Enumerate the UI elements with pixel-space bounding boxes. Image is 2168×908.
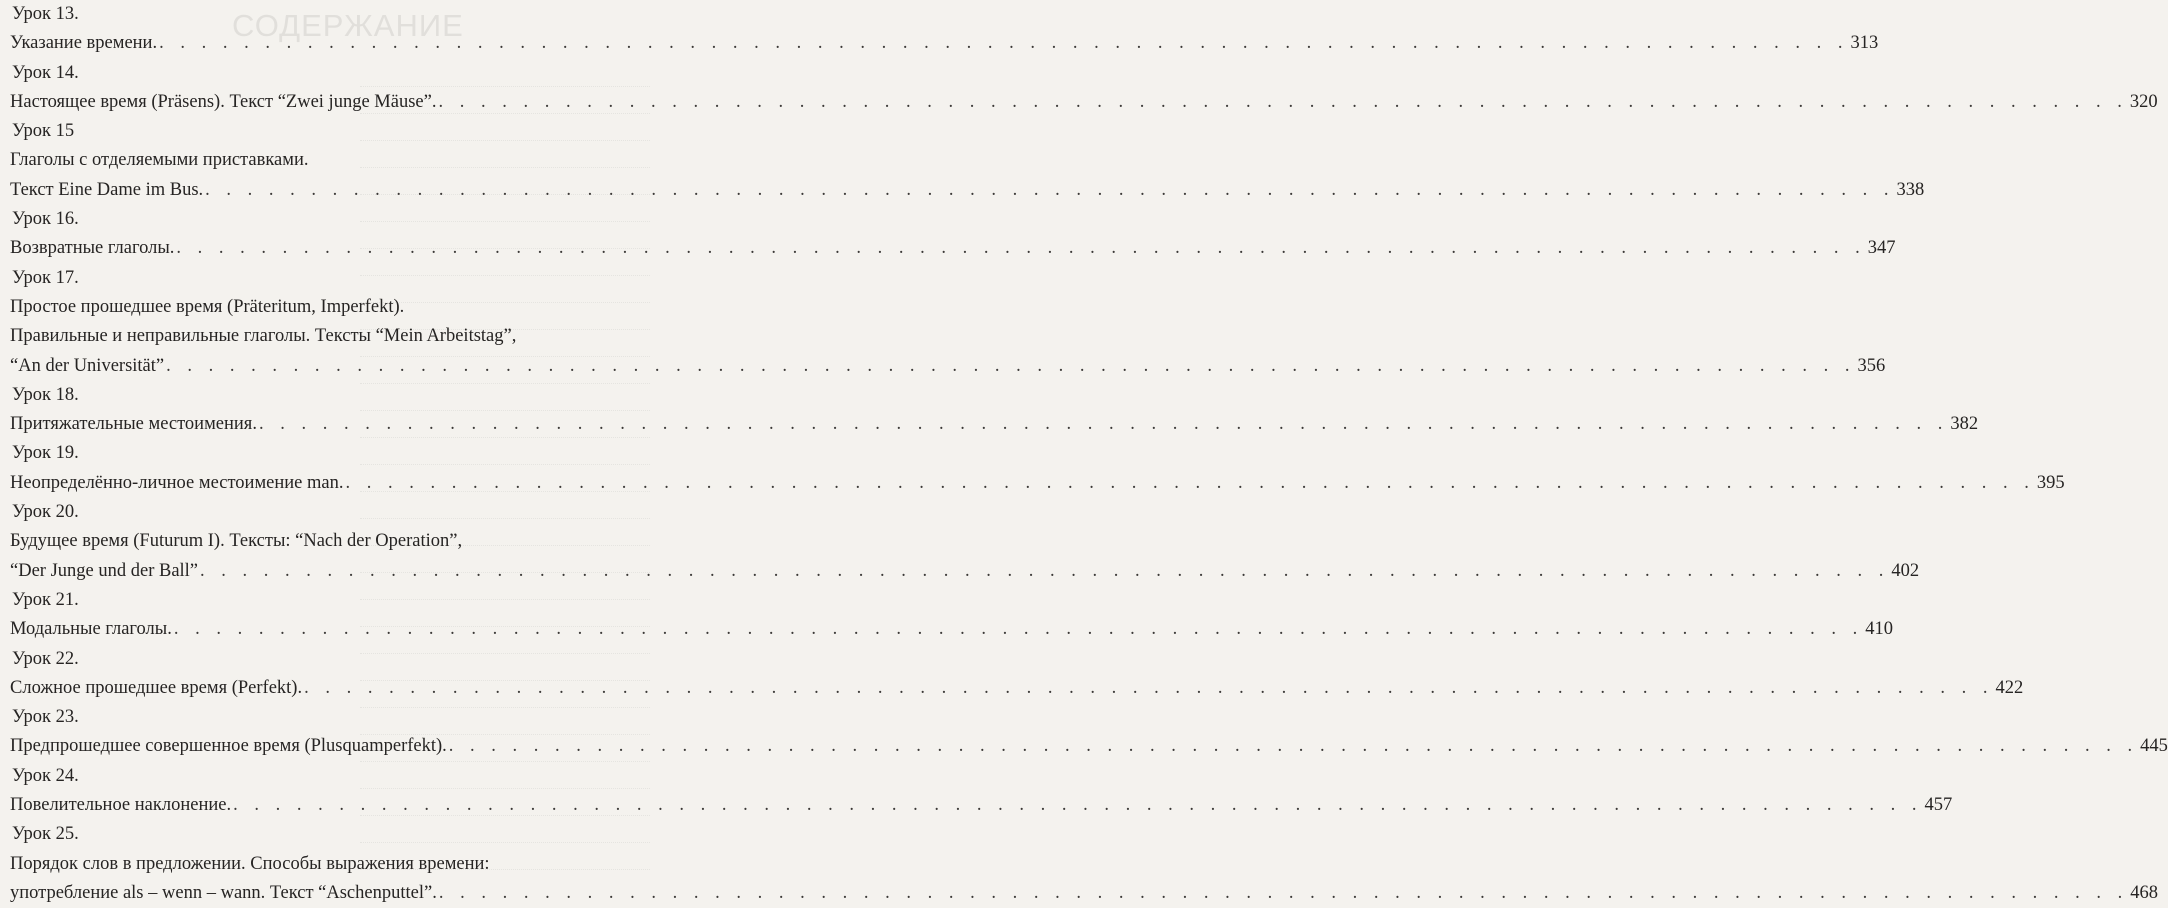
- toc-entry: [10, 674, 2024, 703]
- toc-entry-title: Предпрошедшее совершенное время (Plusquamperfekt).: [10, 736, 447, 757]
- page-number: 382: [1950, 414, 1979, 435]
- toc-entry-line: Будущее время (Futurum I). Тексты: “Nach der Operation”,: [10, 531, 463, 552]
- page-number: 457: [1924, 795, 1953, 816]
- toc-entry-title: Модальные глаголы.: [10, 619, 172, 640]
- lesson-heading: Урок 16.: [12, 209, 79, 230]
- toc-entry-title: Притяжательные местоимения.: [10, 414, 257, 435]
- toc-entry-title: Указание времени.: [10, 33, 158, 54]
- page-number: 356: [1857, 355, 1886, 376]
- dot-leader: . . . . . . . . . . . . . . . . . . . . . . . . . . . . . . . . . . . . . . . . . . . . . . . . . . . . . . . . . . . . . . . . . . . . . . . . . . . . . . . .: [448, 736, 2139, 757]
- toc-entry: [10, 410, 1979, 439]
- page-number: 445: [2140, 736, 2168, 757]
- dot-leader: . . . . . . . . . . . . . . . . . . . . . . . . . . . . . . . . . . . . . . . . . . . . . . . . . . . . . . . . . . . . . . . . . . . . . . . . . . . . . . . .: [438, 91, 2128, 112]
- toc-entry-title: “Der Junge und der Ball”: [10, 560, 199, 581]
- toc-entry-line: Правильные и неправильные глаголы. Тексты “Mein Arbeitstag”,: [10, 326, 517, 347]
- toc-entry: [10, 732, 2168, 761]
- dot-leader: . . . . . . . . . . . . . . . . . . . . . . . . . . . . . . . . . . . . . . . . . . . . . . . . . . . . . . . . . . . . . . . . . . . . . . . . . . . . . . . .: [176, 238, 1866, 259]
- lesson-heading: Урок 14.: [12, 62, 79, 83]
- lesson-heading: Урок 13.: [12, 4, 79, 24]
- page-number: 422: [1995, 677, 2024, 698]
- toc-entry: [10, 176, 1925, 205]
- toc-entry: [10, 615, 1893, 644]
- lesson-heading: Урок 25.: [12, 824, 79, 845]
- toc-entry: [10, 352, 1886, 381]
- lesson-heading: Урок 19.: [12, 443, 79, 464]
- toc-entry-title: Возвратные глаголы.: [10, 238, 175, 259]
- dot-leader: . . . . . . . . . . . . . . . . . . . . . . . . . . . . . . . . . . . . . . . . . . . . . . . . . . . . . . . . . . . . . . . . . . . . . . . . . . . . . . . .: [166, 355, 1856, 376]
- lesson-heading: Урок 18.: [12, 384, 79, 405]
- toc-entry-title: Текст Eine Dame im Bus.: [10, 179, 204, 200]
- page-number: 395: [2036, 472, 2065, 493]
- dot-leader: . . . . . . . . . . . . . . . . . . . . . . . . . . . . . . . . . . . . . . . . . . . . . . . . . . . . . . . . . . . . . . . . . . . . . . . . . . . . . . . .: [205, 179, 1895, 200]
- toc-entry: [10, 234, 1896, 263]
- toc-entry-title: “An der Universität”: [10, 355, 165, 376]
- bleed-through-title: СОДЕРЖАНИЕ: [232, 8, 464, 43]
- page-number: 320: [2129, 91, 2158, 112]
- dot-leader: . . . . . . . . . . . . . . . . . . . . . . . . . . . . . . . . . . . . . . . . . . . . . . . . . . . . . . . . . . . . . . . . . . . . . . . . . . . . . . . .: [233, 795, 1923, 816]
- page-number: 402: [1891, 560, 1920, 581]
- lesson-heading: Урок 20.: [12, 502, 79, 523]
- page-number: 468: [2130, 882, 2158, 903]
- page-number: 347: [1867, 238, 1896, 259]
- toc-entry-line: Простое прошедшее время (Präteritum, Imperfekt).: [10, 296, 405, 317]
- dot-leader: . . . . . . . . . . . . . . . . . . . . . . . . . . . . . . . . . . . . . . . . . . . . . . . . . . . . . . . . . . . . . . . . . . . . . . . . . . . . . . . .: [159, 33, 1849, 54]
- page-number: 313: [1850, 33, 1879, 54]
- toc-entry-line: Порядок слов в предложении. Способы выражения времени:: [10, 853, 490, 874]
- toc-entry: [10, 791, 1953, 820]
- page-number: 410: [1865, 619, 1893, 640]
- toc-entry: [10, 29, 1879, 58]
- page-number: 338: [1896, 179, 1925, 200]
- dot-leader: . . . . . . . . . . . . . . . . . . . . . . . . . . . . . . . . . . . . . . . . . . . . . . . . . . . . . . . . . . . . . . . . . . . . . . . . . . . . . . . .: [345, 472, 2035, 493]
- toc-entry-title: Неопределённо-личное местоимение man.: [10, 472, 344, 493]
- lesson-heading: Урок 23.: [12, 707, 79, 728]
- lesson-heading: Урок 24.: [12, 765, 79, 786]
- toc-entry-line: Глаголы с отделяемыми приставками.: [10, 150, 309, 171]
- toc-entry-title: Настоящее время (Präsens). Текст “Zwei junge Mäuse”.: [10, 91, 437, 112]
- lesson-heading: Урок 17.: [12, 267, 79, 288]
- table-of-contents: [10, 0, 2168, 908]
- toc-entry-title: Повелительное наклонение.: [10, 795, 232, 816]
- toc-entry: [10, 88, 2158, 117]
- lesson-heading: Урок 21.: [12, 589, 79, 610]
- dot-leader: . . . . . . . . . . . . . . . . . . . . . . . . . . . . . . . . . . . . . . . . . . . . . . . . . . . . . . . . . . . . . . . . . . . . . . . . . . . . . . . .: [258, 414, 1949, 435]
- toc-entry: [10, 557, 1920, 586]
- toc-entry: [10, 879, 2158, 908]
- lesson-heading: Урок 15: [12, 121, 75, 142]
- toc-entry-title: употребление als – wenn – wann. Текст “Aschenputtel”.: [10, 882, 437, 903]
- dot-leader: . . . . . . . . . . . . . . . . . . . . . . . . . . . . . . . . . . . . . . . . . . . . . . . . . . . . . . . . . . . . . . . . . . . . . . . . . . . . . . . .: [173, 619, 1864, 640]
- toc-entry: [10, 469, 2065, 498]
- dot-leader: . . . . . . . . . . . . . . . . . . . . . . . . . . . . . . . . . . . . . . . . . . . . . . . . . . . . . . . . . . . . . . . . . . . . . . . . . . . . . . . .: [438, 882, 2129, 903]
- lesson-heading: Урок 22.: [12, 648, 79, 669]
- toc-entry-title: Сложное прошедшее время (Perfekt).: [10, 677, 303, 698]
- dot-leader: . . . . . . . . . . . . . . . . . . . . . . . . . . . . . . . . . . . . . . . . . . . . . . . . . . . . . . . . . . . . . . . . . . . . . . . . . . . . . . . .: [200, 560, 1890, 581]
- dot-leader: . . . . . . . . . . . . . . . . . . . . . . . . . . . . . . . . . . . . . . . . . . . . . . . . . . . . . . . . . . . . . . . . . . . . . . . . . . . . . . . .: [304, 677, 1994, 698]
